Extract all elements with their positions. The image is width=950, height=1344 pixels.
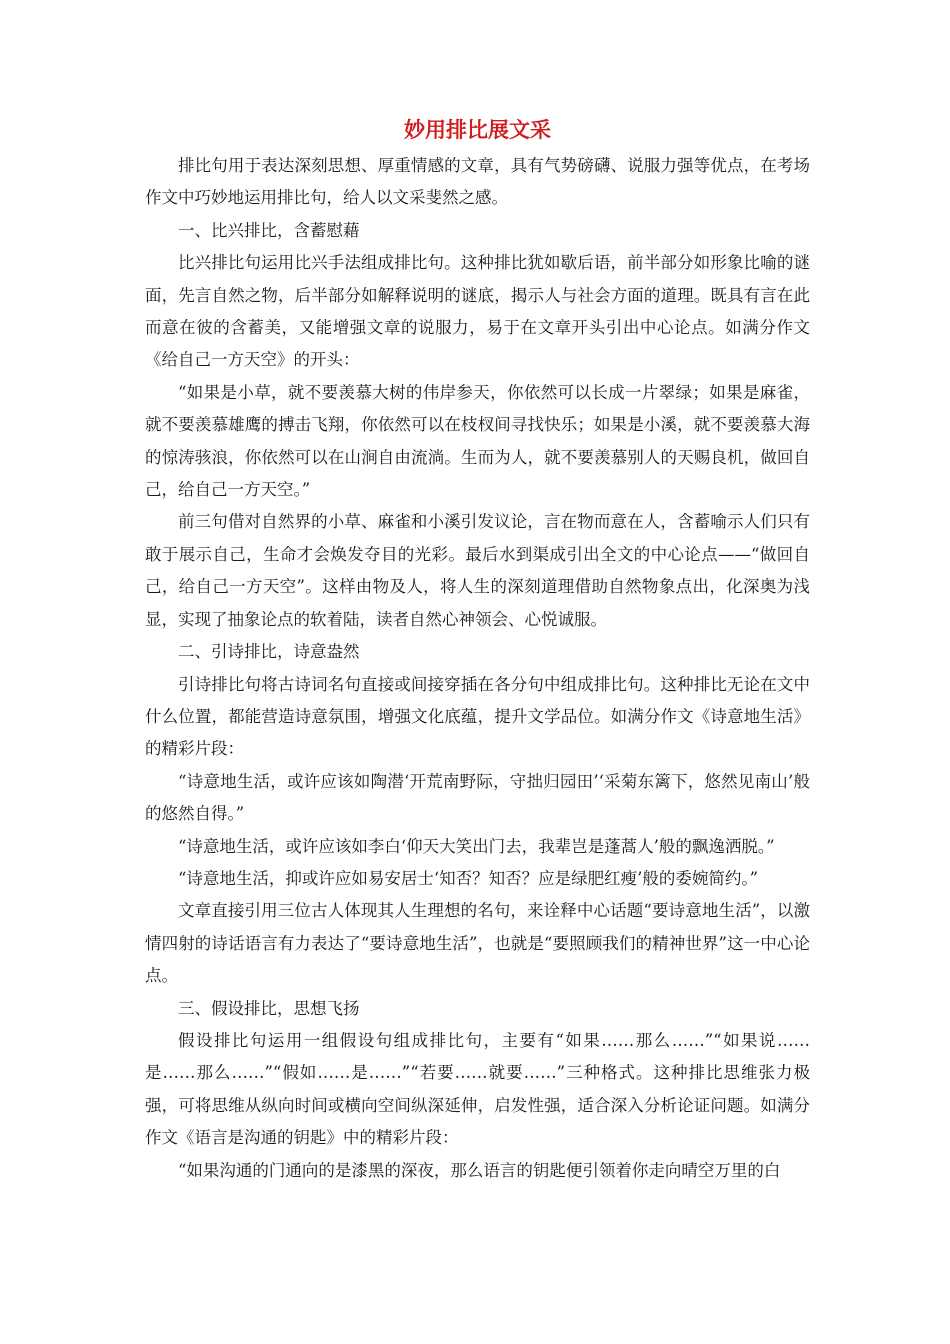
body-paragraph: 文章直接引用三位古人体现其人生理想的名句，来诠释中心话题“要诗意地生活”，以激情四射的诗话语言有力表达了“要诗意地生活”，也就是“要照顾我们的精神世界”这一中心论点。: [145, 901, 810, 986]
section-heading-2: 二、引诗排比，诗意盎然: [178, 642, 360, 662]
document-title: 妙用排比展文采: [404, 118, 551, 142]
quote-paragraph: “如果是小草，就不要羡慕大树的伟岸参天，你依然可以长成一片翠绿；如果是麻雀，就不要羡慕雄鹰的搏击飞翔，你依然可以在枝杈间寻找快乐；如果是小溪，就不要羡慕大海的惊涛骇浪，你依然可以在山涧自由流淌。生而为人，就不要羡慕别人的天赐良机，做回自己，给自己一方天空。”: [145, 382, 810, 500]
intro-paragraph: 排比句用于表达深刻思想、厚重情感的文章，具有气势磅礴、说服力强等优点，在考场作文中巧妙地运用排比句，给人以文采斐然之感。: [145, 156, 810, 208]
quote-paragraph: “如果沟通的门通向的是漆黑的深夜，那么语言的钥匙便引领着你走向晴空万里的白: [178, 1160, 781, 1180]
body-paragraph: 比兴排比句运用比兴手法组成排比句。这种排比犹如歇后语，前半部分如形象比喻的谜面，先言自然之物，后半部分如解释说明的谜底，揭示人与社会方面的道理。既具有言在此而意在彼的含蓄美，又能增强文章的说服力，易于在文章开头引出中心论点。如满分作文《给自己一方天空》的开头：: [145, 253, 810, 370]
section-heading-1: 一、比兴排比，含蓄慰藉: [178, 220, 360, 240]
body-paragraph: 前三句借对自然界的小草、麻雀和小溪引发议论，言在物而意在人，含蓄喻示人们只有敢于展示自己，生命才会焕发夺目的光彩。最后水到渠成引出全文的中心论点——“做回自己，给自己一方天空”。这样由物及人，将人生的深刻道理借助自然物象点出，化深奥为浅显，实现了抽象论点的软着陆，读者自然心神领会、心悦诚服。: [145, 512, 810, 629]
quote-paragraph: “诗意地生活，抑或许应如易安居士‘知否？知否？应是绿肥红瘦’般的委婉简约。”: [178, 868, 759, 888]
body-paragraph: 引诗排比句将古诗词名句直接或间接穿插在各分句中组成排比句。这种排比无论在文中什么位置，都能营造诗意氛围，增强文化底蕴，提升文学品位。如满分作文《诗意地生活》的精彩片段：: [145, 674, 810, 759]
document-page: [145, 112, 810, 1187]
section-heading-3: 三、假设排比，思想飞扬: [178, 998, 360, 1018]
body-paragraph: 假设排比句运用一组假设句组成排比句，主要有“如果……那么……”“如果说……是……那么……”“假如……是……”“若要……就要……”三种格式。这种排比思维张力极强，可将思维从纵向时间或横向空间纵深延伸，启发性强，适合深入分析论证问题。如满分作文《语言是沟通的钥匙》中的精彩片段：: [145, 1030, 810, 1148]
quote-paragraph: “诗意地生活，或许应该如李白‘仰天大笑出门去，我辈岂是蓬蒿人’般的飘逸洒脱。”: [178, 836, 775, 856]
quote-paragraph: “诗意地生活，或许应该如陶潜‘开荒南野际，守拙归园田’‘采菊东篱下，悠然见南山’般的悠然自得。”: [145, 771, 810, 824]
